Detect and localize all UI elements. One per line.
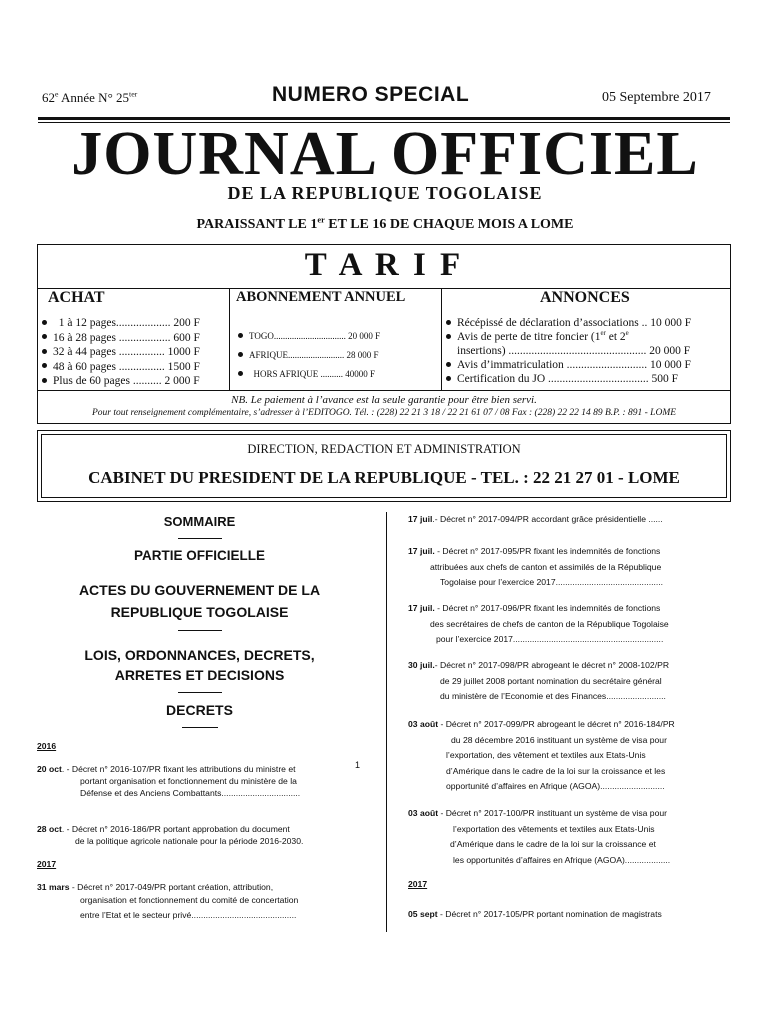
annonces-heading: ANNONCES	[540, 289, 630, 306]
list-item: 17 juil. - Décret n° 2017-096/PR fixant les indemnités de fonctions des secrétaires de chefs de canton de la République Togolaise pour l’exercice 2017...............................................................	[408, 603, 669, 644]
list-item: 03 août - Décret n° 2017-099/PR abrogeant le décret n° 2016-184/PR du 28 décembre 2016 instituant un système de visa pour l’exportation, des vêtement et textiles aux Etats-Unis d’Amérique dans le cadre de la loi sur la croissance et les opportunité d’affaires en Afrique (AGOA)...........................	[408, 719, 675, 791]
cabinet-line: CABINET DU PRESIDENT DE LA REPUBLIQUE - TEL. : 22 21 27 01 - LOME	[88, 468, 680, 487]
periodicity: PARAISSANT LE 1er ET LE 16 DE CHAQUE MOIS A LOME	[196, 215, 574, 232]
list-item: 32 à 44 pages ................ 1000 F	[42, 345, 200, 360]
journal-title: JOURNAL OFFICIEL	[71, 120, 699, 188]
list-item: Plus de 60 pages .......... 2 000 F	[42, 374, 200, 389]
annonces-list	[446, 316, 691, 386]
list-item: Récépissé de déclaration d’associations .. 10 000 F	[446, 316, 691, 330]
list-item: AFRIQUE......................... 28 000 F	[238, 346, 380, 365]
decrets-heading: DECRETS	[166, 702, 233, 718]
partie-officielle: PARTIE OFFICIELLE	[134, 548, 265, 563]
year-label-2016: 2016	[37, 741, 57, 751]
tarif-rule-bottom	[37, 390, 731, 391]
list-item-continued: insertions) ................................................ 20 000 F	[457, 345, 691, 357]
tarif-col-divider-2	[441, 288, 442, 390]
year-label-2017: 2017	[37, 859, 57, 869]
list-item: 20 oct. - Décret n° 2016-107/PR fixant les attributions du ministre et portant organisation et fonctionnement du ministère de la Défense et des Anciens Combattants.................................	[37, 764, 301, 798]
list-item: Avis d’immatriculation ............................ 10 000 F	[446, 358, 691, 372]
sommaire-title: SOMMAIRE	[163, 514, 236, 529]
issue-number: 62e Année N° $25^{ter}$	[42, 89, 138, 105]
tarif-col-divider-1	[229, 288, 230, 390]
achat-list	[42, 316, 200, 389]
list-item: 30 juil.- Décret n° 2017-098/PR abrogeant le décret n° 2008-102/PR de 29 juillet 2008 portant nomination du secrétaire général du ministère de l’Economie et des Finances.........................	[408, 660, 670, 701]
list-item: 31 mars - Décret n° 2017-049/PR portant création, attribution, organisation et fonctionnement du comité de concertation entre l’Etat et le secteur privé............................................	[37, 882, 299, 920]
divider	[178, 692, 222, 693]
list-item: Avis de perte de titre foncier (1er et 2e	[446, 330, 691, 344]
payment-note: NB. Le paiement à l’avance est la seule garantie pour être bien servi.	[231, 394, 537, 406]
list-item: HORS AFRIQUE .......... 40000 F	[238, 365, 380, 384]
list-item: 16 à 28 pages .................. 600 F	[42, 331, 200, 346]
lois-heading-2: ARRETES ET DECISIONS	[114, 667, 285, 683]
list-item: 48 à 60 pages ................ 1500 F	[42, 360, 200, 375]
divider	[178, 538, 222, 539]
lois-heading-1: LOIS, ORDONNANCES, DECRETS,	[84, 647, 315, 663]
journal-subtitle: DE LA REPUBLIQUE TOGOLAISE	[227, 183, 543, 203]
list-item: 17 juil.- Décret n° 2017-094/PR accordant grâce présidentielle ......	[408, 514, 663, 524]
list-item: Certification du JO ................................... 500 F	[446, 372, 691, 386]
sommaire-heading	[37, 514, 362, 734]
divider	[178, 630, 222, 631]
achat-heading: ACHAT	[48, 289, 105, 306]
special-issue-label: NUMERO SPECIAL	[272, 83, 470, 106]
list-item: 05 sept - Décret n° 2017-105/PR portant nomination de magistrats	[408, 909, 662, 919]
contact-note: Pour tout renseignement complémentaire, s’adresser à l’EDITOGO. Tél. : (228) 22 21 3 18 / 22 21 61 07 / 08 Fax : (228) 22 22 14 89 B.P. : 891 - LOME	[91, 408, 677, 418]
direction-line: DIRECTION, REDACTION ET ADMINISTRATION	[247, 442, 521, 456]
divider	[182, 727, 218, 728]
tarif-title: T A R I F	[304, 247, 464, 283]
list-item: 17 juil. - Décret n° 2017-095/PR fixant les indemnités de fonctions attribuées aux chefs de canton et assimilés de la République Togolaise pour l’exercice 2017.............................................	[408, 546, 664, 587]
list-item: 03 août - Décret n° 2017-100/PR instituant un système de visa pour l’exportation des vêtements et textiles aux Etats-Unis d’Amérique dans le cadre de la loi sur la croissance et les opportunités d’affaires en Afrique (AGOA)...................	[408, 808, 671, 865]
list-item: 28 oct. - Décret n° 2016-186/PR portant approbation du document de la politique agricole nationale pour la période 2016-2030.	[37, 824, 304, 846]
list-item: TOGO................................ 20 000 F	[238, 327, 380, 346]
actes-heading-2: REPUBLIQUE TOGOLAISE	[110, 604, 289, 620]
abonnement-list	[238, 327, 380, 384]
issue-date: 05 Septembre 2017	[602, 90, 711, 105]
year-label-2017-right: 2017	[408, 879, 428, 889]
column-divider	[386, 512, 387, 932]
abonnement-heading: ABONNEMENT ANNUEL	[236, 289, 406, 305]
list-item: 1 à 12 pages................... 200 F	[42, 316, 200, 331]
actes-heading-1: ACTES DU GOUVERNEMENT DE LA	[78, 582, 321, 598]
page-number: 1	[355, 760, 361, 770]
